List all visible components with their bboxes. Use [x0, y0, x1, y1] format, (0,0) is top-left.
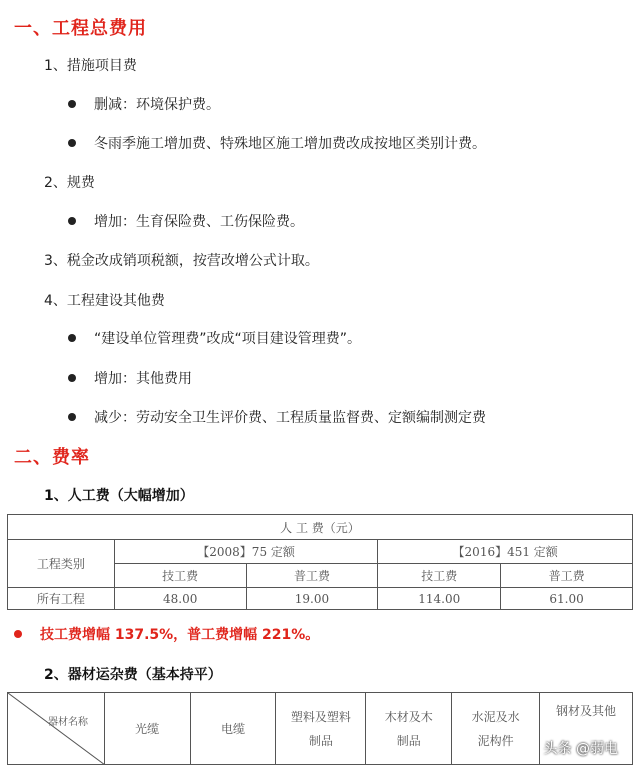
- sub-labor-fee: 1、人工费（大幅增加）: [44, 488, 194, 504]
- bullet-dot: [68, 374, 76, 382]
- bullet-text: 冬雨季施工增加费、特殊地区施工增加费改成按地区类别计费。: [94, 136, 486, 152]
- table-cell: 19.00: [246, 588, 378, 610]
- bullet-dot: [68, 100, 76, 108]
- row-label: 所有工程: [8, 588, 115, 610]
- row-label-header: 工程类别: [8, 540, 115, 588]
- col-header: 技工费: [114, 564, 246, 588]
- bullet-text: 减少：劳动安全卫生评价费、工程质量监督费、定额编制测定费: [94, 410, 486, 426]
- col-header: 水泥及水泥构件: [452, 693, 540, 765]
- section2-title: 二、费率: [14, 447, 90, 468]
- col-header: 光缆: [104, 693, 190, 765]
- item-tax: 3、税金改成销项税额，按营改增公式计取。: [44, 253, 319, 269]
- highlight-dot: [14, 630, 22, 638]
- bullet-text: 删减：环境保护费。: [94, 97, 220, 113]
- labor-fee-table: [7, 514, 633, 610]
- diagonal-line: [8, 693, 105, 765]
- table-header: 人 工 费（元）: [8, 515, 633, 540]
- table-cell: 114.00: [378, 588, 501, 610]
- col-header: 技工费: [378, 564, 501, 588]
- bullet-text: 增加：生育保险费、工伤保险费。: [94, 214, 304, 230]
- col-header: 电缆: [190, 693, 276, 765]
- bullet-dot: [68, 413, 76, 421]
- col-header: 木材及木制品: [366, 693, 452, 765]
- bullet-dot: [68, 217, 76, 225]
- freight-fee-table: [7, 692, 633, 765]
- bullet-text: “建设单位管理费”改成“项目建设管理费”。: [94, 331, 362, 347]
- item-regulatory-fee: 2、规费: [44, 175, 95, 191]
- bullet-dot: [68, 139, 76, 147]
- col-header: 塑料及塑料制品: [276, 693, 366, 765]
- col-header: 普工费: [501, 564, 633, 588]
- group-2008: 【2008】75 定额: [114, 540, 378, 564]
- item-other-fee: 4、工程建设其他费: [44, 293, 165, 309]
- sub-freight-fee: 2、器材运杂费（基本持平）: [44, 667, 222, 683]
- highlight-text: 技工费增幅 137.5%，普工费增幅 221%。: [40, 627, 320, 643]
- item-measure-fee: 1、措施项目费: [44, 58, 137, 74]
- bullet-dot: [68, 334, 76, 342]
- bullet-text: 增加：其他费用: [94, 371, 192, 387]
- section1-title: 一、工程总费用: [14, 18, 147, 39]
- watermark: 头条 @弱电: [543, 741, 618, 757]
- group-2016: 【2016】451 定额: [378, 540, 633, 564]
- table-cell: 48.00: [114, 588, 246, 610]
- col-header: 钢材及其他: [540, 693, 633, 765]
- col-header: 普工费: [246, 564, 378, 588]
- corner-cell: [8, 693, 105, 765]
- table-cell: 61.00: [501, 588, 633, 610]
- corner-label: 器材名称: [48, 717, 88, 728]
